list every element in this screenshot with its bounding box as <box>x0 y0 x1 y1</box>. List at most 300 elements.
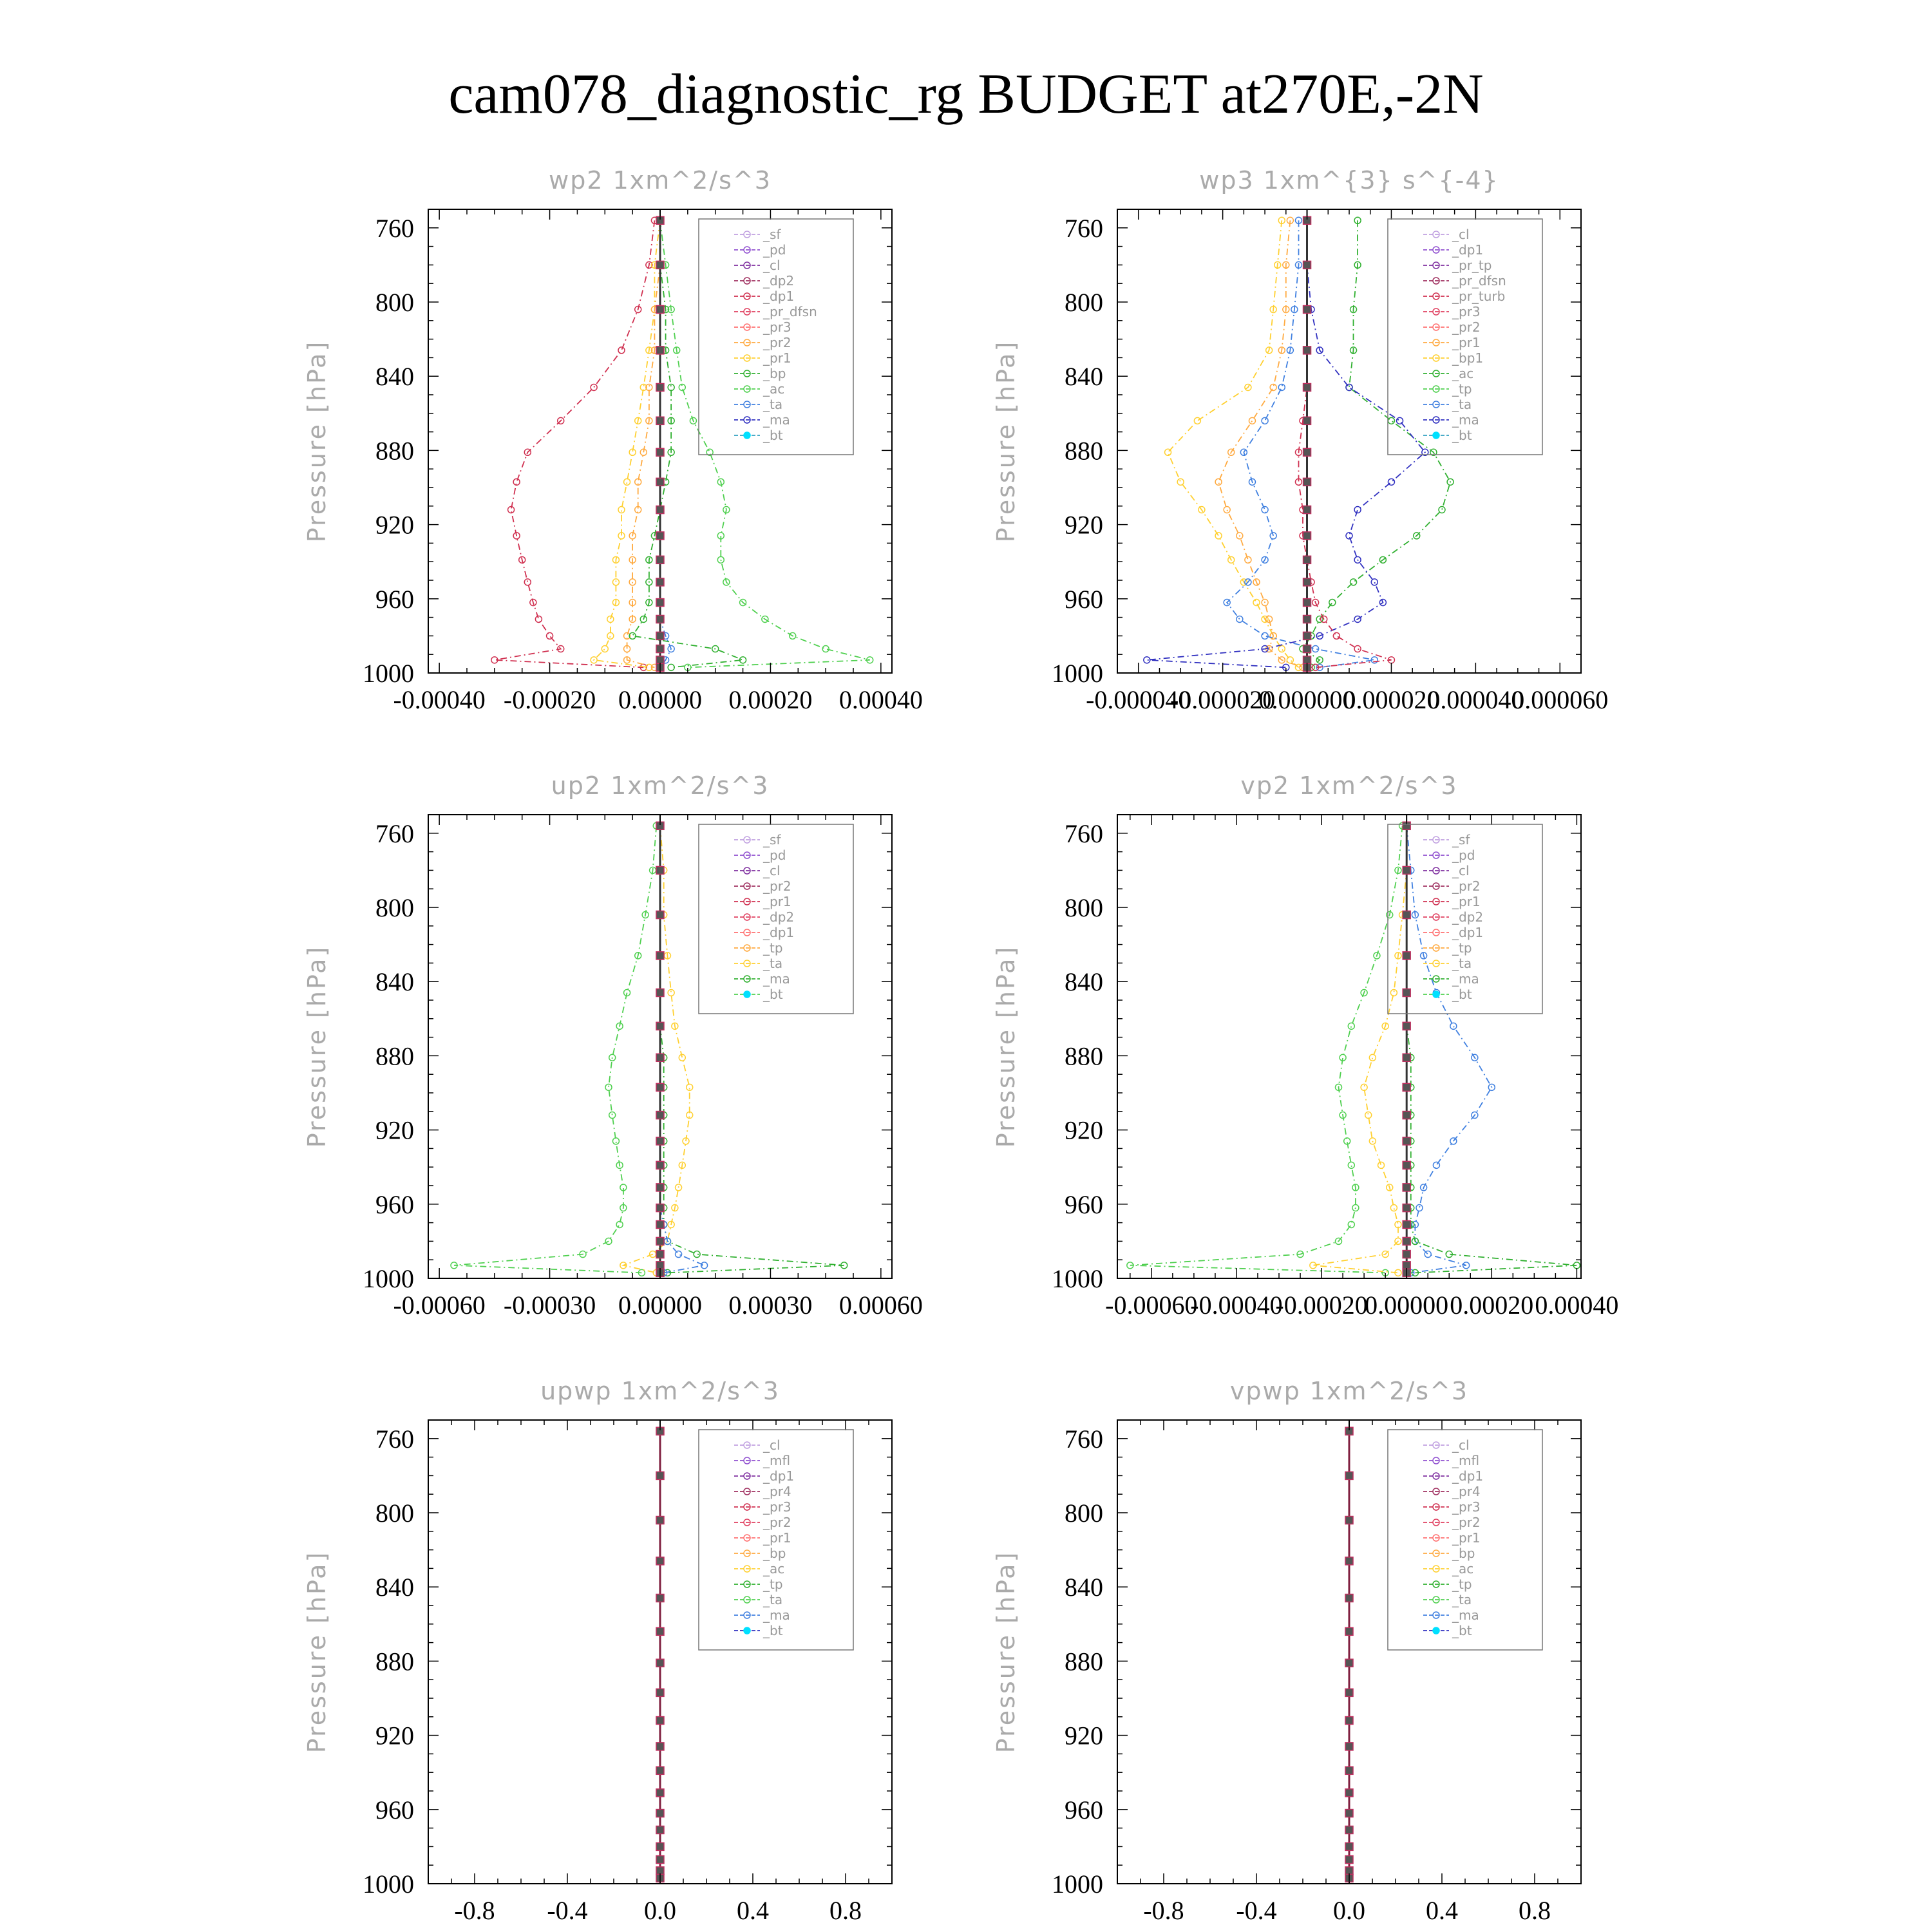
legend-entry: _pr3 <box>763 1499 791 1515</box>
legend-entry: _pr3 <box>1452 304 1481 319</box>
legend-entry: _dp2 <box>763 273 795 289</box>
legend-entry: _cl <box>763 863 781 878</box>
data-point <box>656 615 664 623</box>
data-point <box>1345 1810 1353 1817</box>
data-point <box>1262 417 1268 424</box>
y-axis-label: Pressure [hPa] <box>303 339 331 543</box>
y-tick-label: 800 <box>1065 288 1103 317</box>
figure-title: cam078_diagnostic_rg BUDGET at270E,-2N <box>448 63 1484 126</box>
data-point <box>1388 417 1394 424</box>
legend-entry: _dp2 <box>763 909 795 925</box>
legend-entry: _pr2 <box>763 335 791 350</box>
x-tick-label: 0.000060 <box>1511 685 1609 714</box>
data-point <box>1346 384 1352 390</box>
data-point <box>1371 579 1378 585</box>
data-point <box>1303 532 1311 540</box>
data-point <box>1287 657 1293 663</box>
legend-marker <box>1433 991 1439 998</box>
data-point <box>656 632 664 639</box>
data-point <box>1303 645 1311 653</box>
data-point <box>1215 478 1222 485</box>
legend-marker <box>744 991 750 998</box>
data-point <box>618 347 625 354</box>
legend-entry: _bp <box>763 366 786 381</box>
data-point <box>822 646 829 652</box>
data-point <box>656 1689 664 1696</box>
series-line <box>1313 826 1406 1273</box>
data-point <box>1346 533 1352 539</box>
data-point <box>609 1112 616 1119</box>
x-tick-label: -0.8 <box>454 1896 495 1925</box>
data-point <box>1165 449 1171 455</box>
legend-entry: _tp <box>1452 1577 1472 1592</box>
data-point <box>1403 1054 1410 1061</box>
data-point <box>1303 599 1311 607</box>
data-point <box>656 952 664 960</box>
plot-frame <box>1117 209 1581 673</box>
data-point <box>1439 507 1445 513</box>
series-line <box>1218 220 1303 667</box>
data-point <box>656 1517 664 1524</box>
data-point <box>1403 1237 1410 1245</box>
legend-entry: _ma <box>1452 1607 1479 1623</box>
legend-entry: _pr2 <box>763 1515 791 1530</box>
x-tick-label: 0.0 <box>1333 1896 1365 1925</box>
data-point <box>656 599 664 607</box>
series-line <box>632 220 743 667</box>
data-point <box>601 646 608 652</box>
data-point <box>656 506 664 514</box>
data-point <box>668 664 674 670</box>
legend-entry: _pr2 <box>763 878 791 894</box>
y-tick-label: 920 <box>375 1115 414 1145</box>
legend-entry: _tp <box>1452 940 1472 956</box>
data-point <box>1397 417 1403 424</box>
legend-entry: _ta <box>1452 956 1472 971</box>
y-tick-label: 800 <box>375 893 414 922</box>
data-point <box>656 1137 664 1145</box>
legend-entry: _bt <box>1452 1623 1472 1638</box>
data-point <box>1303 448 1311 456</box>
legend-entry: _pr1 <box>1452 335 1481 350</box>
legend-entry: _dp1 <box>763 289 795 304</box>
x-tick-label: 0.00020 <box>728 685 813 714</box>
legend-entry: _ac <box>763 1561 785 1577</box>
series-line <box>1130 826 1403 1273</box>
legend-entry: _bp <box>1452 1546 1475 1561</box>
data-point <box>1303 632 1311 639</box>
data-point <box>656 448 664 456</box>
legend-entry: _ta <box>1452 397 1472 412</box>
data-point <box>1403 1137 1410 1145</box>
chart-panel <box>992 1377 1581 1925</box>
y-tick-label: 920 <box>1065 1115 1103 1145</box>
data-point <box>1345 1842 1353 1850</box>
y-tick-label: 880 <box>375 1041 414 1071</box>
data-point <box>1224 507 1230 513</box>
legend-entry: _dp1 <box>763 1468 795 1484</box>
data-point <box>1303 383 1311 391</box>
data-point <box>656 261 664 269</box>
x-tick-label: 0.4 <box>1426 1896 1458 1925</box>
data-point <box>656 383 664 391</box>
data-point <box>1345 1717 1353 1725</box>
legend-entry: _bt <box>763 428 783 443</box>
data-point <box>1345 1472 1353 1479</box>
data-point <box>607 632 614 639</box>
legend-entry: _bt <box>763 1623 783 1638</box>
data-point <box>656 532 664 540</box>
data-point <box>656 346 664 354</box>
x-tick-label: 0.00020 <box>1450 1291 1534 1320</box>
legend-entry: _sf <box>763 832 781 848</box>
legend-entry: _dp1 <box>1452 1468 1484 1484</box>
x-tick-label: -0.00040 <box>393 685 486 714</box>
data-point <box>1403 1220 1410 1228</box>
data-point <box>612 579 619 585</box>
series-line <box>1406 826 1577 1273</box>
y-tick-label: 1000 <box>363 659 414 688</box>
legend-entry: _pr_tp <box>1452 258 1492 273</box>
data-point <box>656 1842 664 1850</box>
legend-entry: _tp <box>763 940 783 956</box>
x-tick-label: 0.00000 <box>1365 1291 1449 1320</box>
x-tick-label: 0.000040 <box>1427 685 1524 714</box>
legend-entry: _bt <box>1452 428 1472 443</box>
data-point <box>1345 1789 1353 1797</box>
chart-panel <box>992 166 1608 714</box>
y-tick-label: 880 <box>375 1647 414 1676</box>
legend-entry: _mfl <box>1452 1453 1480 1468</box>
data-point <box>1403 911 1410 919</box>
legend-entry: _ta <box>763 1592 783 1607</box>
data-point <box>656 1161 664 1169</box>
data-point <box>1354 646 1361 652</box>
data-point <box>1433 1162 1439 1168</box>
data-point <box>1345 1689 1353 1696</box>
data-point <box>1345 1743 1353 1750</box>
legend-entry: _pr_dfsn <box>1452 273 1506 289</box>
data-point <box>1303 615 1311 623</box>
legend-entry: _pr1 <box>763 350 791 366</box>
y-tick-label: 1000 <box>1052 1870 1103 1899</box>
data-point <box>668 384 674 390</box>
y-axis-label: Pressure [hPa] <box>992 339 1020 543</box>
y-tick-label: 880 <box>375 436 414 466</box>
legend-entry: _pd <box>1452 848 1475 863</box>
data-point <box>524 579 531 585</box>
legend-entry: _bt <box>1452 987 1472 1002</box>
x-tick-label: 0.00000 <box>618 685 702 714</box>
legend-entry: _mfl <box>763 1453 791 1468</box>
data-point <box>1348 1162 1354 1168</box>
x-tick-label: 0.00000 <box>618 1291 702 1320</box>
data-point <box>656 306 664 314</box>
y-tick-label: 880 <box>1065 1647 1103 1676</box>
legend-entry: _dp1 <box>763 925 795 940</box>
panels <box>303 166 1618 1925</box>
y-tick-label: 760 <box>1065 213 1103 243</box>
chart-panel <box>303 166 923 714</box>
data-point <box>1303 578 1311 586</box>
data-point <box>656 1810 664 1817</box>
data-point <box>1215 533 1222 539</box>
data-point <box>656 1659 664 1667</box>
legend-entry: _ma <box>763 412 790 428</box>
legend-entry: _bp <box>763 1546 786 1561</box>
data-point <box>656 1472 664 1479</box>
x-tick-label: -0.00020 <box>1275 1291 1368 1320</box>
data-point <box>1425 1251 1431 1258</box>
y-tick-label: 960 <box>1065 584 1103 614</box>
x-tick-label: -0.4 <box>1236 1896 1277 1925</box>
data-point <box>694 1251 700 1258</box>
y-tick-label: 960 <box>1065 1795 1103 1824</box>
data-point <box>656 417 664 424</box>
legend-entry: _ta <box>1452 1592 1472 1607</box>
data-point <box>656 1054 664 1061</box>
legend-entry: _ta <box>763 397 783 412</box>
data-point <box>624 478 630 485</box>
legend-entry: _pr1 <box>763 1530 791 1546</box>
y-axis-label: Pressure [hPa] <box>992 945 1020 1148</box>
x-tick-label: -0.8 <box>1143 1896 1184 1925</box>
data-point <box>1262 507 1268 513</box>
data-point <box>1403 1022 1410 1030</box>
legend-entry: _pr4 <box>763 1484 791 1499</box>
data-point <box>656 1627 664 1635</box>
panel-title: vp2 1xm^2/s^3 <box>1240 772 1458 800</box>
data-point <box>656 866 664 874</box>
chart-panel <box>303 772 923 1320</box>
data-point <box>1390 1205 1397 1211</box>
data-point <box>1278 646 1285 652</box>
x-tick-label: 0.00030 <box>728 1291 813 1320</box>
y-tick-label: 800 <box>1065 893 1103 922</box>
legend-entry: _pr2 <box>1452 1515 1481 1530</box>
data-point <box>1390 989 1397 996</box>
x-tick-label: 0.00040 <box>838 685 923 714</box>
x-tick-label: 0.0 <box>644 1896 676 1925</box>
panel-title: vpwp 1xm^2/s^3 <box>1229 1377 1469 1405</box>
legend-entry: _pr1 <box>763 894 791 909</box>
x-tick-label: -0.000020 <box>1170 685 1276 714</box>
data-point <box>656 556 664 564</box>
legend-marker <box>1433 1627 1439 1634</box>
legend-entry: _cl <box>763 258 781 273</box>
data-point <box>1369 1054 1376 1061</box>
data-point <box>656 1594 664 1602</box>
x-tick-label: 0.000000 <box>1258 685 1356 714</box>
x-tick-label: 0.8 <box>829 1896 862 1925</box>
x-tick-label: -0.00030 <box>503 1291 596 1320</box>
data-point <box>612 1138 619 1144</box>
data-point <box>1378 1162 1385 1168</box>
data-point <box>656 1220 664 1228</box>
data-point <box>656 645 664 653</box>
y-tick-label: 960 <box>375 1189 414 1219</box>
y-tick-label: 960 <box>375 1795 414 1824</box>
series-line <box>1168 220 1299 667</box>
data-point <box>1345 1627 1353 1635</box>
series-line <box>660 826 844 1273</box>
series-line <box>594 220 660 667</box>
legend-entry: _bt <box>763 987 783 1002</box>
legend-entry: _dp1 <box>1452 925 1484 940</box>
panel-title: upwp 1xm^2/s^3 <box>540 1377 780 1405</box>
data-point <box>618 507 625 513</box>
data-point <box>1345 1766 1353 1774</box>
plot-frame <box>1117 815 1581 1278</box>
data-point <box>656 1083 664 1091</box>
legend-entry: _pd <box>763 848 786 863</box>
data-point <box>591 384 597 390</box>
legend-entry: _ta <box>763 956 783 971</box>
data-point <box>656 989 664 996</box>
x-tick-label: 0.4 <box>737 1896 769 1925</box>
data-point <box>1303 556 1311 564</box>
series-line <box>1227 220 1374 667</box>
data-point <box>1345 1856 1353 1864</box>
data-point <box>1177 478 1184 485</box>
data-point <box>1403 1083 1410 1091</box>
data-point <box>1144 657 1150 663</box>
x-tick-label: -0.4 <box>547 1896 588 1925</box>
data-point <box>1245 556 1251 563</box>
y-tick-label: 920 <box>375 1721 414 1750</box>
data-point <box>656 1022 664 1030</box>
data-point <box>1345 1594 1353 1602</box>
x-tick-label: 0.00060 <box>838 1291 923 1320</box>
y-tick-label: 1000 <box>1052 1264 1103 1293</box>
legend-entry: _pr1 <box>1452 1530 1481 1546</box>
data-point <box>547 632 553 639</box>
x-tick-label: -0.00040 <box>1190 1291 1283 1320</box>
series-line <box>1303 220 1450 667</box>
data-point <box>1403 989 1410 996</box>
data-point <box>1249 417 1255 424</box>
data-point <box>656 1251 664 1258</box>
legend-entry: _pr4 <box>1452 1484 1481 1499</box>
data-point <box>1361 1084 1367 1090</box>
legend-entry: _tp <box>763 1577 783 1592</box>
data-point <box>1450 1023 1457 1029</box>
legend-entry: _ma <box>1452 971 1479 987</box>
legend-marker <box>1433 432 1439 439</box>
data-point <box>1403 866 1410 874</box>
data-point <box>687 1084 693 1090</box>
data-point <box>1303 506 1311 514</box>
y-tick-label: 840 <box>1065 362 1103 392</box>
data-point <box>676 1251 682 1258</box>
data-point <box>1329 600 1336 606</box>
y-tick-label: 1000 <box>363 1264 414 1293</box>
data-point <box>1253 600 1260 606</box>
data-point <box>1403 952 1410 960</box>
data-point <box>656 1743 664 1750</box>
data-point <box>1403 1251 1410 1258</box>
legend-entry: _cl <box>1452 1437 1470 1453</box>
data-point <box>656 1766 664 1774</box>
legend-entry: _ma <box>1452 412 1479 428</box>
legend-entry: _ac <box>763 381 785 397</box>
y-tick-label: 800 <box>375 1499 414 1528</box>
panel-title: up2 1xm^2/s^3 <box>551 772 770 800</box>
y-tick-label: 760 <box>375 819 414 848</box>
y-tick-label: 840 <box>375 967 414 997</box>
x-tick-label: -0.00060 <box>393 1291 486 1320</box>
data-point <box>656 1237 664 1245</box>
legend-entry: _dp1 <box>1452 242 1484 258</box>
data-point <box>1345 1826 1353 1833</box>
data-point <box>535 616 542 622</box>
x-tick-label: 0.00040 <box>1535 1291 1619 1320</box>
legend-entry: _cl <box>1452 863 1470 878</box>
chart-panel <box>303 1377 892 1925</box>
y-tick-label: 760 <box>1065 1424 1103 1454</box>
y-tick-label: 800 <box>375 288 414 317</box>
legend-entry: _pr1 <box>1452 894 1481 909</box>
data-point <box>1403 1204 1410 1212</box>
data-point <box>1403 1161 1410 1169</box>
chart-panel <box>992 772 1618 1320</box>
data-point <box>1345 1517 1353 1524</box>
panel-title: wp3 1xm^{3} s^{-4} <box>1199 166 1499 194</box>
data-point <box>1416 1205 1423 1211</box>
y-tick-label: 760 <box>1065 819 1103 848</box>
data-point <box>1345 1557 1353 1565</box>
y-tick-label: 920 <box>1065 510 1103 540</box>
data-point <box>656 1826 664 1833</box>
legend-entry: _pd <box>763 242 786 258</box>
legend-marker <box>744 432 750 439</box>
data-point <box>656 1204 664 1212</box>
legend-entry: _ma <box>763 971 790 987</box>
y-tick-label: 920 <box>375 510 414 540</box>
data-point <box>607 616 614 622</box>
data-point <box>1333 632 1340 639</box>
data-point <box>1403 1184 1410 1191</box>
data-point <box>1365 1112 1372 1119</box>
legend-entry: _dp2 <box>1452 909 1484 925</box>
y-tick-label: 880 <box>1065 1041 1103 1071</box>
data-point <box>1388 478 1394 485</box>
data-point <box>656 478 664 486</box>
legend-entry: _pr2 <box>1452 319 1481 335</box>
legend-entry: _sf <box>763 227 781 242</box>
y-tick-label: 840 <box>1065 967 1103 997</box>
legend-entry: _pr_turb <box>1452 289 1506 304</box>
data-point <box>656 1557 664 1565</box>
data-point <box>1303 478 1311 486</box>
data-point <box>656 911 664 919</box>
data-point <box>656 1856 664 1864</box>
y-axis-label: Pressure [hPa] <box>992 1550 1020 1754</box>
y-tick-label: 1000 <box>1052 659 1103 688</box>
legend-entry: _pr3 <box>763 319 791 335</box>
data-point <box>1303 261 1311 269</box>
data-point <box>1345 1659 1353 1667</box>
data-point <box>656 578 664 586</box>
y-tick-label: 960 <box>375 584 414 614</box>
x-tick-label: -0.00060 <box>1105 1291 1198 1320</box>
legend-entry: _ac <box>1452 1561 1474 1577</box>
y-tick-label: 760 <box>375 1424 414 1454</box>
legend-marker <box>744 1627 750 1634</box>
data-point <box>1348 1023 1354 1029</box>
legend-entry: _ma <box>763 1607 790 1623</box>
legend-entry: _cl <box>763 1437 781 1453</box>
